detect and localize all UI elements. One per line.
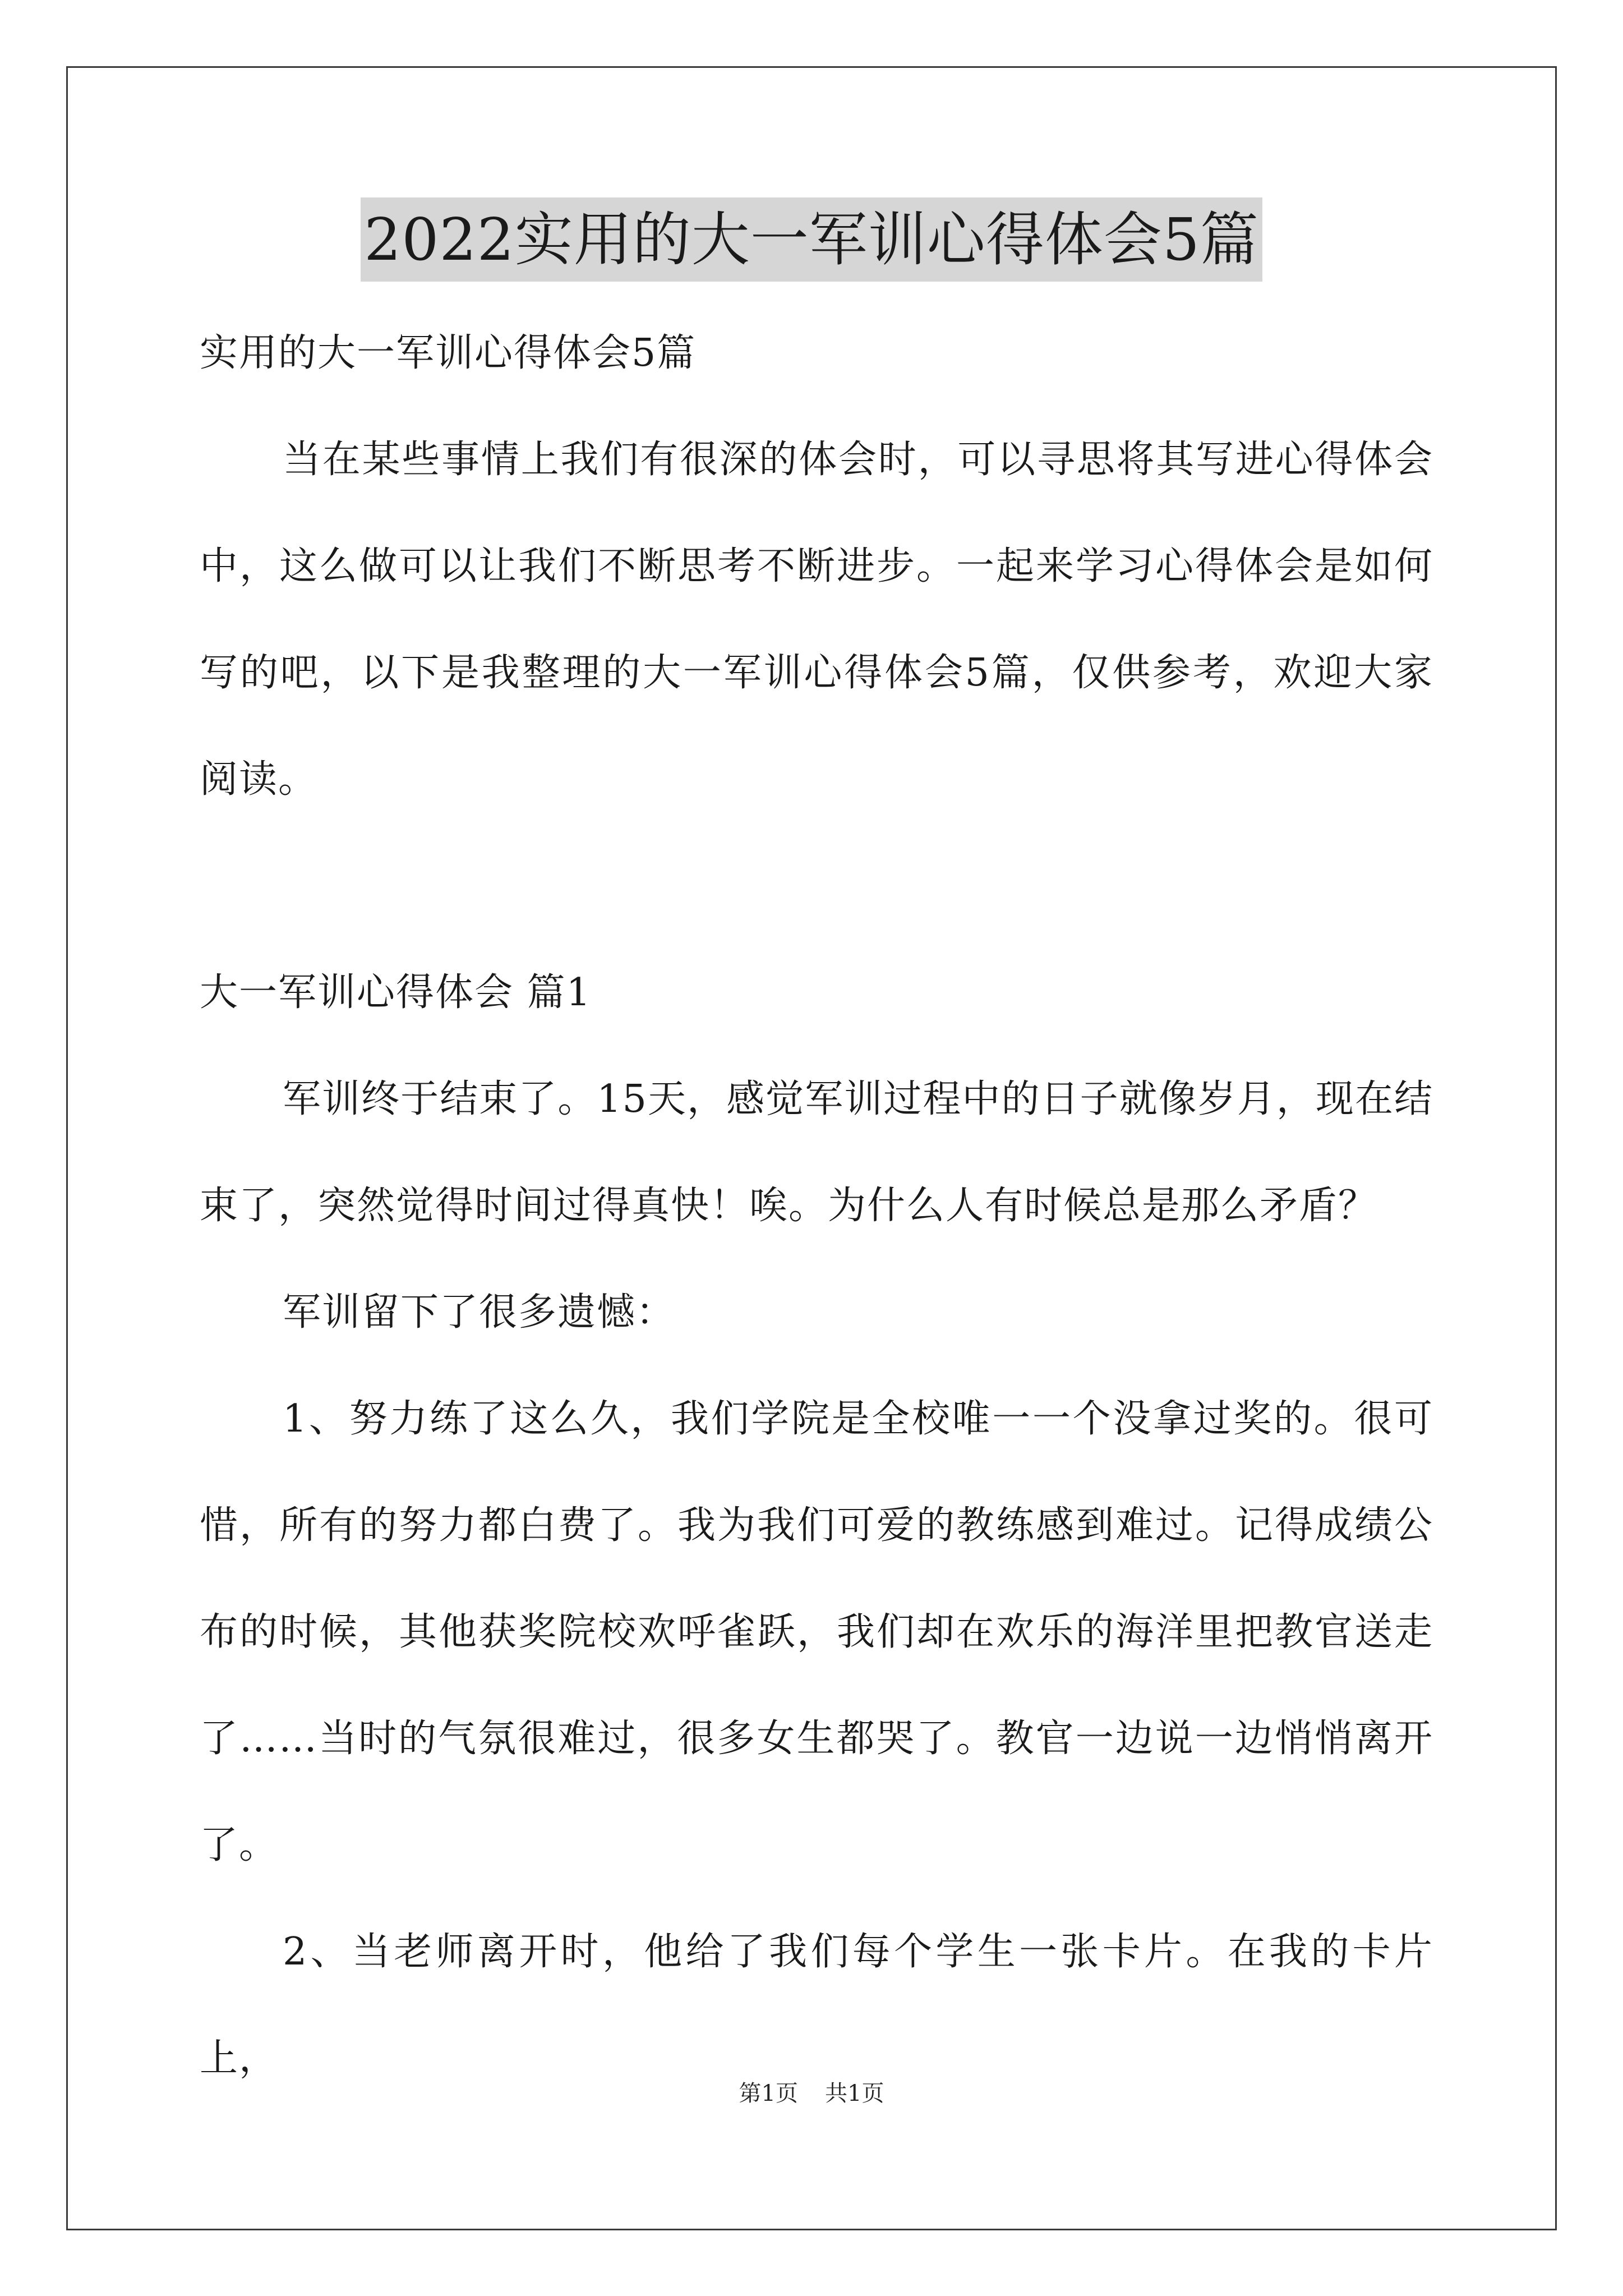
- page-number: 第1页: [739, 2081, 798, 2106]
- body-paragraph: 2、当老师离开时，他给了我们每个学生一张卡片。在我的卡片上，: [200, 1930, 1433, 2081]
- page-total: 共1页: [825, 2081, 884, 2106]
- title-container: [0, 197, 1623, 282]
- document-body: [200, 300, 1433, 2112]
- page-footer: [0, 2077, 1623, 2110]
- body-paragraph: 军训终于结束了。15天，感觉军训过程中的日子就像岁月，现在结束了，突然觉得时间过得真快！唉。为什么人有时候总是那么矛盾？: [200, 1077, 1433, 1228]
- document-subtitle: 实用的大一军训心得体会5篇: [200, 331, 697, 375]
- section-spacer: [200, 833, 1433, 940]
- intro-paragraph: 当在某些事情上我们有很深的体会时，可以寻思将其写进心得体会中，这么做可以让我们不断思考不断进步。一起来学习心得体会是如何写的吧，以下是我整理的大一军训心得体会5篇，仅供参考，欢迎大家阅读。: [200, 438, 1433, 802]
- document-title: 2022实用的大一军训心得体会5篇: [361, 197, 1262, 282]
- body-paragraph: 1、努力练了这么久，我们学院是全校唯一一个没拿过奖的。很可惜，所有的努力都白费了。我为我们可爱的教练感到难过。记得成绩公布的时候，其他获奖院校欢呼雀跃，我们却在欢乐的海洋里把教官送走了……当时的气氛很难过，很多女生都哭了。教官一边说一边悄悄离开了。: [200, 1397, 1433, 1867]
- section-heading: 大一军训心得体会 篇1: [200, 970, 592, 1015]
- body-paragraph: 军训留下了很多遗憾：: [283, 1290, 676, 1335]
